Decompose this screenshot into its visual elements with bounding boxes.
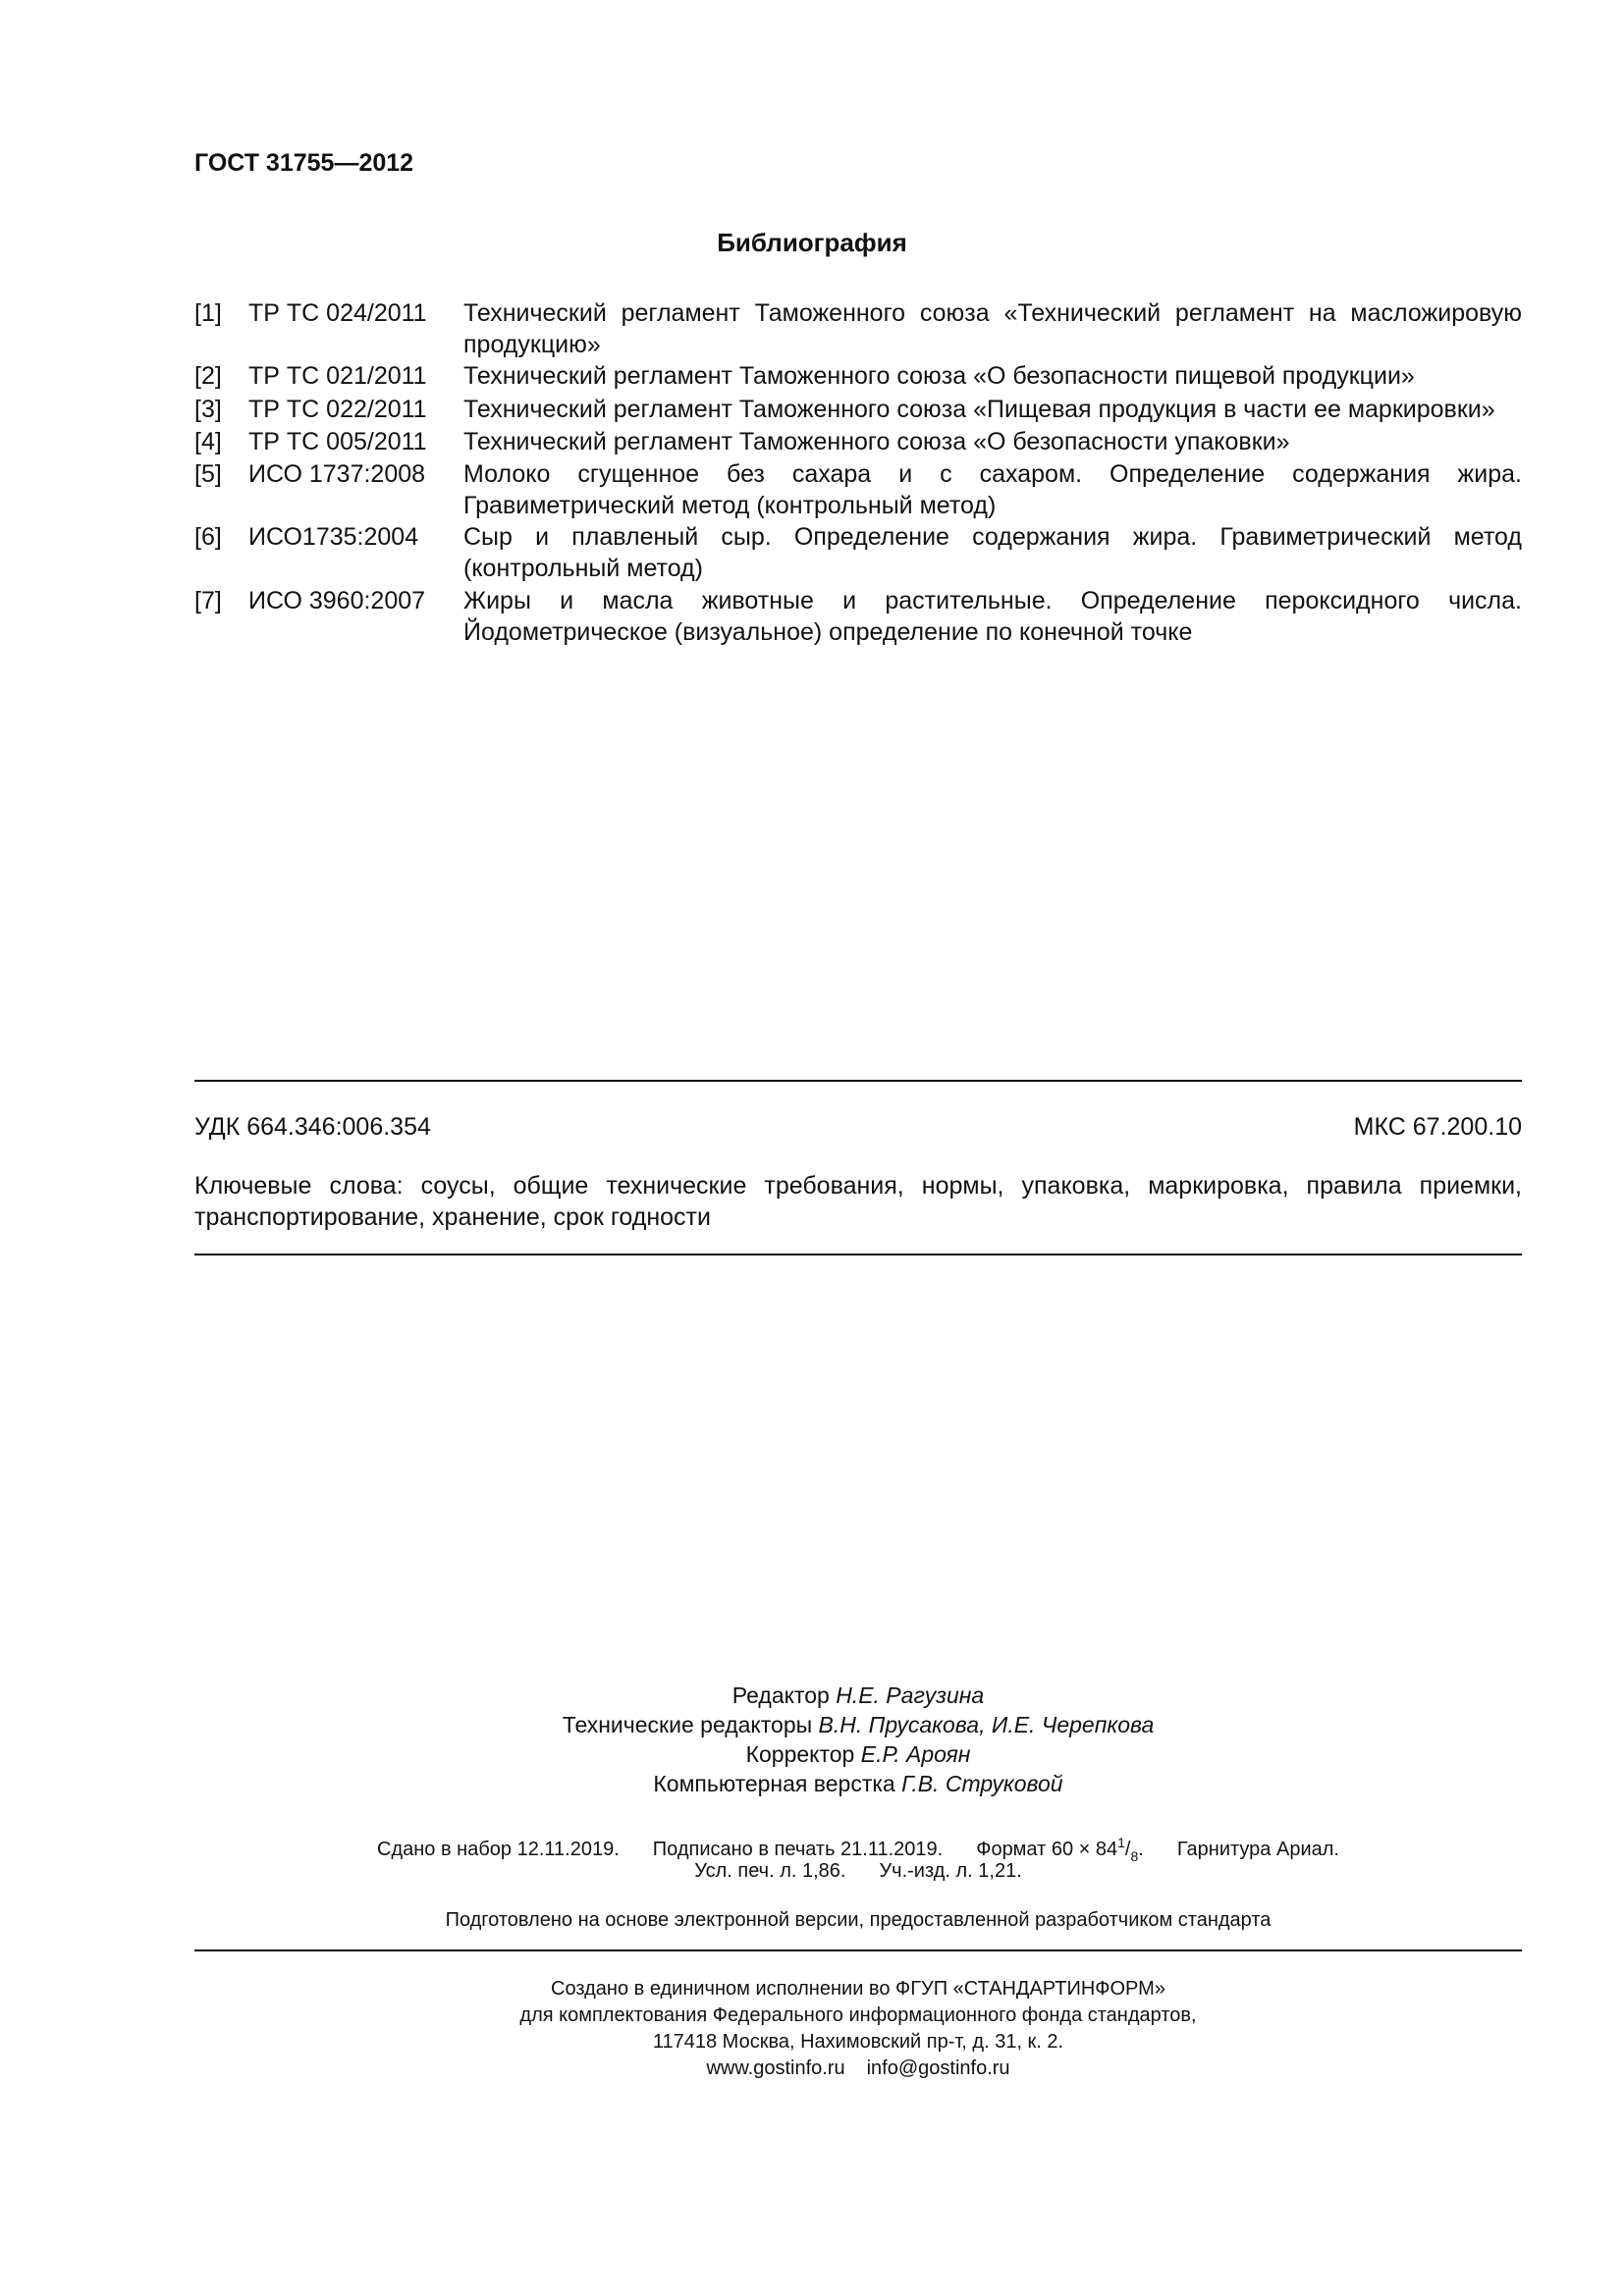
editor-label: Редактор xyxy=(731,1682,830,1708)
signed-date: Подписано в печать 21.11.2019. xyxy=(652,1839,944,1860)
document-header: ГОСТ 31755—2012 xyxy=(194,149,414,177)
item-number: [7] xyxy=(194,587,222,614)
tech-editors-label: Технические редакторы xyxy=(562,1712,813,1737)
credit-editor xyxy=(194,1681,1522,1710)
bibliography-item xyxy=(194,426,1522,457)
item-number: [6] xyxy=(194,523,222,551)
typeface: Гарнитура Ариал. xyxy=(1176,1839,1339,1860)
item-code: ТР ТС 005/2011 xyxy=(248,428,427,455)
item-code: ТР ТС 024/2011 xyxy=(248,299,427,327)
footer-contacts xyxy=(194,2056,1522,2082)
publication-sheets xyxy=(194,1857,1522,1885)
layout-name: Г.В. Струковой xyxy=(901,1771,1063,1796)
credit-layout xyxy=(194,1769,1522,1798)
credit-tech-editors xyxy=(194,1710,1522,1739)
corrector-name: Е.Р. Ароян xyxy=(860,1741,971,1767)
tech-editors-names: В.Н. Прусакова, И.Е. Черепкова xyxy=(818,1712,1155,1737)
bibliography-item xyxy=(194,521,1522,584)
edition-sheets: Уч.-изд. л. 1,21. xyxy=(879,1860,1022,1882)
item-text: Технический регламент Таможенного союза «О безопасности пищевой продукции» xyxy=(463,362,1415,390)
item-number: [5] xyxy=(194,460,222,488)
prepared-note: Подготовлено на основе электронной версии, предоставленной разработчиком стандарта xyxy=(445,1909,1272,1931)
mks-code: МКС 67.200.10 xyxy=(1353,1113,1522,1141)
item-text: Сыр и плавленый сыр. Определение содержания жира. Гравиметрический метод (контрольный метод) xyxy=(463,523,1522,582)
footer-line-2: для комплектования Федерального информационного фонда стандартов, xyxy=(519,2004,1197,2026)
item-code: ТР ТС 022/2011 xyxy=(248,396,427,423)
submitted-date: Сдано в набор 12.11.2019. xyxy=(377,1839,620,1860)
format-prefix: Формат 60 × 84 xyxy=(976,1839,1118,1860)
udk-code: УДК 664.346:006.354 xyxy=(194,1113,431,1141)
item-text: Молоко сгущенное без сахара и с сахаром. Определение содержания жира. Гравиметрический метод (контрольный метод) xyxy=(463,460,1522,519)
item-text: Технический регламент Таможенного союза «Технический регламент на масложировую продукцию» xyxy=(463,299,1522,358)
layout-label: Компьютерная верстка xyxy=(653,1771,895,1796)
bibliography-item xyxy=(194,360,1522,392)
item-text: Технический регламент Таможенного союза «О безопасности упаковки» xyxy=(463,428,1290,455)
item-number: [1] xyxy=(194,299,222,327)
divider-footer xyxy=(194,1949,1522,1951)
item-code: ИСО 3960:2007 xyxy=(248,587,426,614)
bibliography-item xyxy=(194,458,1522,521)
publisher-footer xyxy=(194,1976,1522,2082)
bibliography-item xyxy=(194,297,1522,360)
divider-keywords xyxy=(194,1254,1522,1255)
bibliography-title: Библиография xyxy=(717,228,907,257)
footer-line-1: Создано в единичном исполнении во ФГУП «СТАНДАРТИНФОРМ» xyxy=(551,1978,1165,2000)
format-suffix: . xyxy=(1138,1839,1144,1860)
item-number: [4] xyxy=(194,428,222,455)
item-text: Технический регламент Таможенного союза «Пищевая продукция в части ее маркировки» xyxy=(463,396,1495,423)
item-code: ИСО 1737:2008 xyxy=(248,460,426,488)
print-sheets: Усл. печ. л. 1,86. xyxy=(694,1860,846,1882)
item-number: [3] xyxy=(194,396,222,423)
format-numerator: 1 xyxy=(1117,1835,1125,1850)
format-denominator: 8 xyxy=(1130,1848,1139,1864)
item-code: ТР ТС 021/2011 xyxy=(248,362,427,390)
keywords: Ключевые слова: соусы, общие технические требования, нормы, упаковка, маркировка, правила приемки, транспортирование, хранение, срок годности xyxy=(194,1172,1522,1231)
corrector-label: Корректор xyxy=(745,1741,855,1767)
divider-top xyxy=(194,1080,1522,1082)
format: Формат $60 \times 84^1/_8$. xyxy=(976,1835,1144,1864)
bibliography-item xyxy=(194,394,1522,425)
item-number: [2] xyxy=(194,362,222,390)
item-code: ИСО1735:2004 xyxy=(248,523,419,551)
email-link[interactable]: info@gostinfo.ru xyxy=(866,2057,1010,2079)
bibliography-item xyxy=(194,585,1522,648)
credit-corrector xyxy=(194,1739,1522,1769)
item-text: Жиры и масла животные и растительные. Определение пероксидного числа. Йодометрическое (визуальное) определение по конечной точке xyxy=(463,587,1522,646)
footer-line-3: 117418 Москва, Нахимовский пр-т, д. 31, к. 2. xyxy=(652,2031,1064,2053)
website-link[interactable]: www.gostinfo.ru xyxy=(706,2057,845,2079)
editor-name: Н.Е. Рагузина xyxy=(836,1682,985,1708)
